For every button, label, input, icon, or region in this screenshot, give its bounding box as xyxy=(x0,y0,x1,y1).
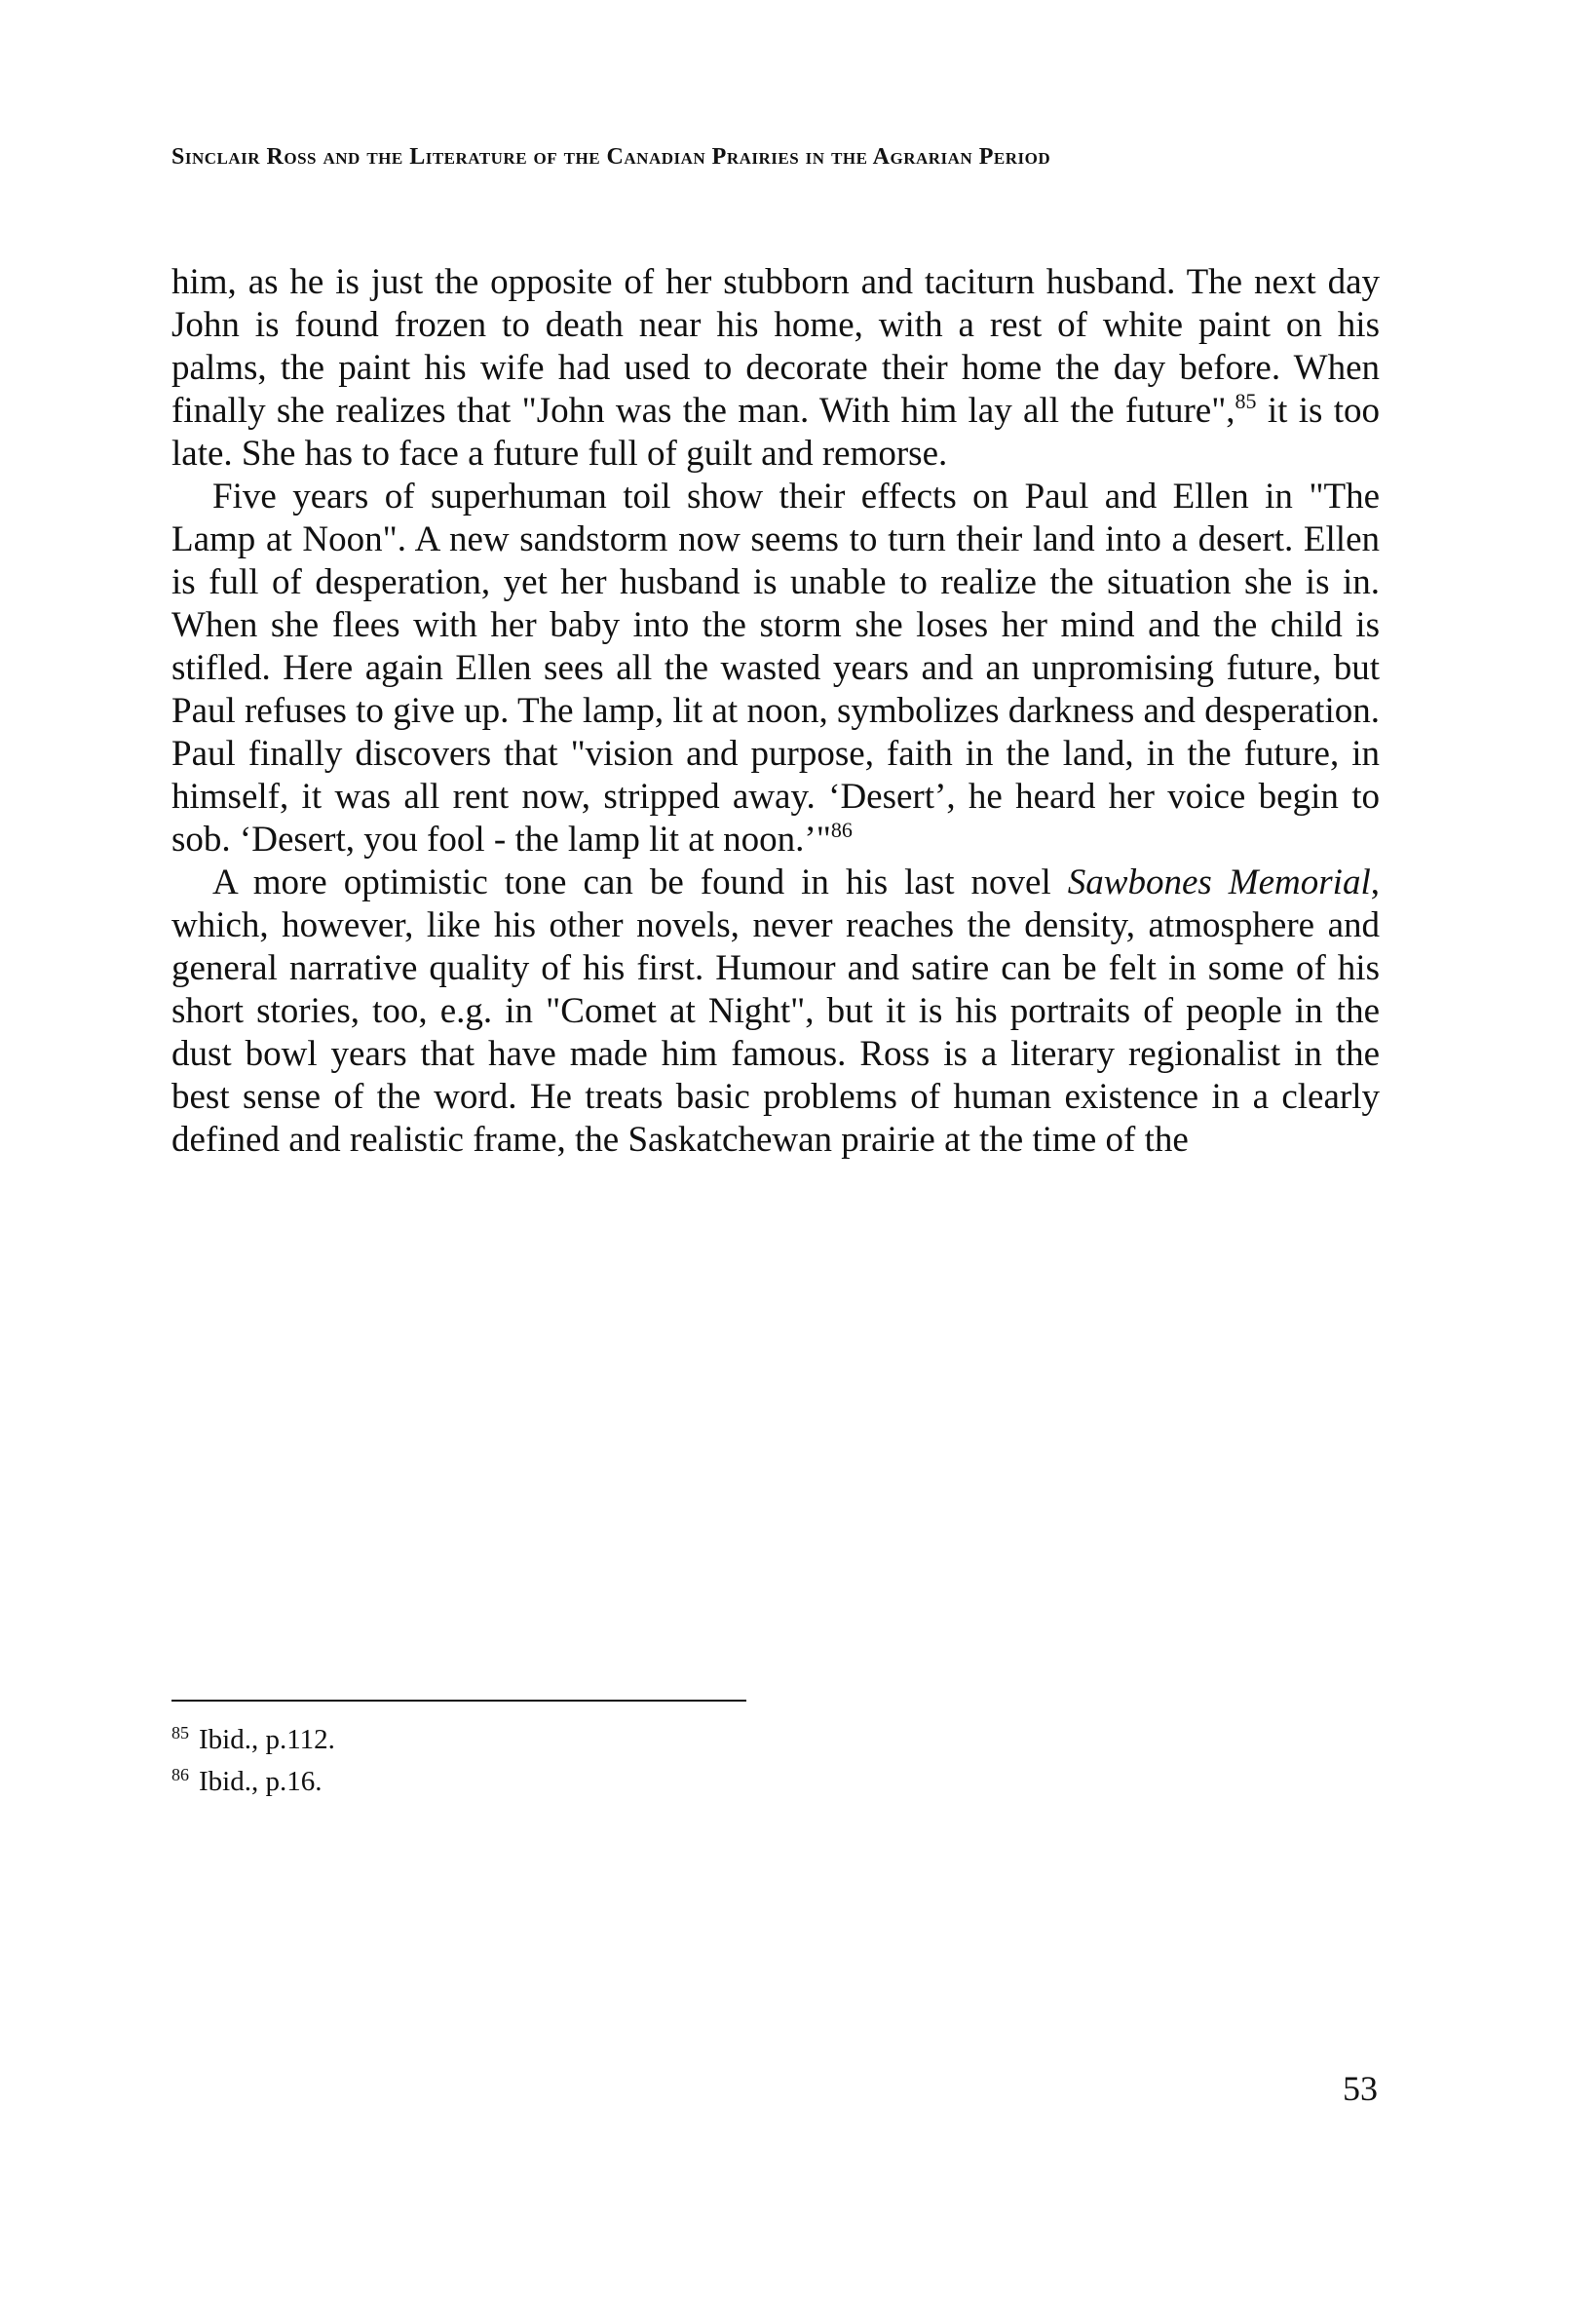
paragraph-1 xyxy=(171,261,1380,476)
paragraph-1-text-b: it is too late. She has to face a future full of guilt and remorse. xyxy=(171,391,1380,474)
footnote-86 xyxy=(171,1757,951,1799)
footnote-ref-86: 86 xyxy=(830,818,853,842)
paragraph-1-text-a: him, as he is just the opposite of her stubborn and taciturn husband. The next day John is found frozen to death near his home, with a rest of white paint on his palms, the paint his wife had used to decorate their home the day before. When finally she realizes that "John was the man. With him lay all the future", xyxy=(171,262,1380,431)
paragraph-3-text-a: A more optimistic tone can be found in his last novel xyxy=(212,862,1068,902)
footnote-text: Ibid., p.16. xyxy=(199,1766,323,1797)
footnote-number: 86 xyxy=(171,1765,189,1784)
paragraph-2 xyxy=(171,476,1380,862)
running-head: Sinclair Ross and the Literature of the Canadian Prairies in the Agrarian Period xyxy=(171,144,1051,170)
paragraph-3 xyxy=(171,862,1380,1162)
footnote-text: Ibid., p.112. xyxy=(199,1724,335,1755)
novel-title: Sawbones Memorial xyxy=(1067,862,1371,902)
body-text xyxy=(171,261,1380,1162)
footnote-85 xyxy=(171,1715,951,1757)
paragraph-2-text: Five years of superhuman toil show their effects on Paul and Ellen in "The Lamp at Noon". A new sandstorm now seems to turn their land into a desert. Ellen is full of desperation, yet her husband is unable to realize the situation she is in. When she flees with her baby into the storm she loses her mind and the child is stifled. Here again Ellen sees all the wasted years and an unpromising future, but Paul refuses to give up. The lamp, lit at noon, symbolizes darkness and desperation. Paul finally discovers that "vision and purpose, faith in the land, in the future, in himself, it was all rent now, stripped away. ‘Desert’, he heard her voice begin to sob. ‘Desert, you fool - the lamp lit at noon.’" xyxy=(171,477,1380,860)
paragraph-3-text-b: , which, however, like his other novels, never reaches the density, atmosphere and general narrative quality of his first. Humour and satire can be felt in some of his short stories, too, e.g. in "Comet at Night", but it is his portraits of people in the dust bowl years that have made him famous. Ross is a literary regionalist in the best sense of the word. He treats basic problems of human existence in a clearly defined and realistic frame, the Saskatchewan prairie at the time of the xyxy=(171,862,1380,1160)
footnotes xyxy=(171,1715,951,1799)
page-number: 53 xyxy=(1343,2069,1378,2108)
footnote-ref-85: 85 xyxy=(1235,389,1257,413)
footnote-number: 85 xyxy=(171,1723,189,1743)
footnote-divider xyxy=(171,1700,746,1702)
